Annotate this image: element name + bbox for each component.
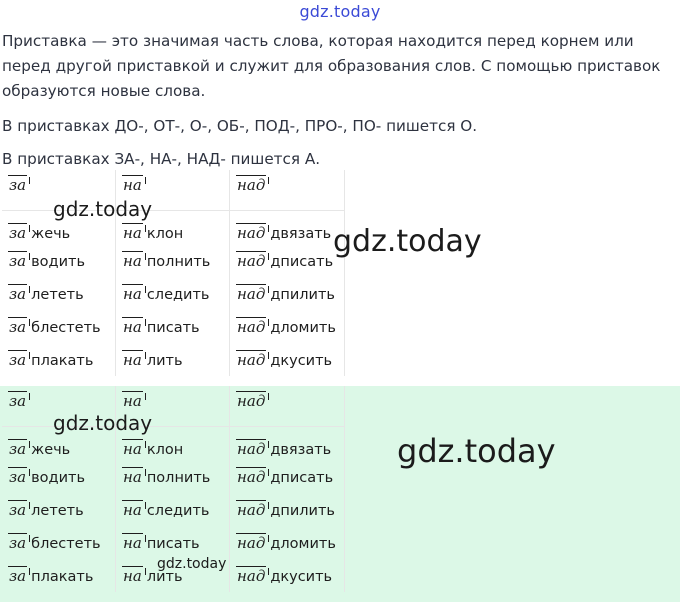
word-root: блестеть [31,320,101,336]
word-prefix: над [237,318,266,336]
word-root: дпилить [270,503,335,519]
word-root: плакать [31,353,94,369]
word-root: плакать [31,569,94,585]
table-row [2,310,345,343]
word-prefix: за [9,468,27,486]
word-root: писать [146,536,200,552]
word-root: дкусить [270,353,333,369]
word-prefix: на [123,534,142,552]
word-prefix: над [237,468,266,486]
word-root: двязать [270,226,332,242]
word-prefix: над [237,224,266,242]
word-root: клон [146,226,184,242]
word-prefix: над [237,285,266,303]
watermark: gdz.today [397,432,556,470]
word-root: дкусить [270,569,333,585]
header-prefix: за [9,176,27,194]
word-root: дломить [270,536,336,552]
table-row [2,343,345,376]
word-prefix: на [123,567,142,585]
word-root: полнить [146,470,211,486]
word-prefix: за [9,318,27,336]
word-prefix: за [9,252,27,270]
word-prefix: за [9,285,27,303]
word-prefix: за [9,440,27,458]
header-prefix: за [9,392,27,410]
word-prefix: на [123,440,142,458]
word-root: полнить [146,254,211,270]
word-root: жечь [31,226,71,242]
word-prefix: над [237,567,266,585]
watermark: gdz.today [53,197,153,221]
word-prefix: над [237,252,266,270]
word-prefix: над [237,534,266,552]
word-prefix: на [123,285,142,303]
word-prefix: на [123,224,142,242]
definition-paragraph: Приставка — это значимая часть слова, которая находится перед корнем или перед другой приставкой и служит для образования слов. С помощью приставок образуются новые слова. [2,32,661,100]
word-root: дписать [270,470,334,486]
word-root: жечь [31,442,71,458]
word-root: водить [31,254,85,270]
word-prefix: над [237,440,266,458]
word-root: клон [146,442,184,458]
word-root: водить [31,470,85,486]
word-root: двязать [270,442,332,458]
word-root: следить [146,503,210,519]
watermark: gdz.today [53,411,153,435]
word-root: писать [146,320,200,336]
header-prefix: на [123,176,142,194]
watermark: gdz.today [157,556,227,572]
word-prefix: над [237,351,266,369]
word-prefix: за [9,534,27,552]
word-root: следить [146,287,210,303]
header-prefix: над [237,392,266,410]
watermark: gdz.today [333,224,482,259]
word-prefix: на [123,318,142,336]
word-prefix: за [9,351,27,369]
table-row [2,526,345,559]
word-prefix: на [123,468,142,486]
table-row [2,277,345,310]
word-prefix: на [123,252,142,270]
word-root: лить [146,569,183,585]
header-prefix: на [123,392,142,410]
word-prefix: на [123,501,142,519]
table-row [2,244,345,277]
site-header[interactable]: gdz.today [299,2,381,21]
word-prefix: за [9,224,27,242]
header-prefix: над [237,176,266,194]
word-root: лететь [31,503,84,519]
word-root: дписать [270,254,334,270]
word-root: лить [146,353,183,369]
word-prefix: над [237,501,266,519]
word-root: дломить [270,320,336,336]
word-root: блестеть [31,536,101,552]
table-row [2,493,345,526]
word-prefix: за [9,567,27,585]
rule-a-paragraph: В приставках ЗА-, НА-, НАД- пишется А. [2,150,321,168]
word-prefix: на [123,351,142,369]
table-row [2,460,345,493]
word-root: лететь [31,287,84,303]
rule-o-paragraph: В приставках ДО-, ОТ-, О-, ОБ-, ПОД-, ПРО-, ПО- пишется О. [2,117,478,135]
word-prefix: за [9,501,27,519]
word-root: дпилить [270,287,335,303]
